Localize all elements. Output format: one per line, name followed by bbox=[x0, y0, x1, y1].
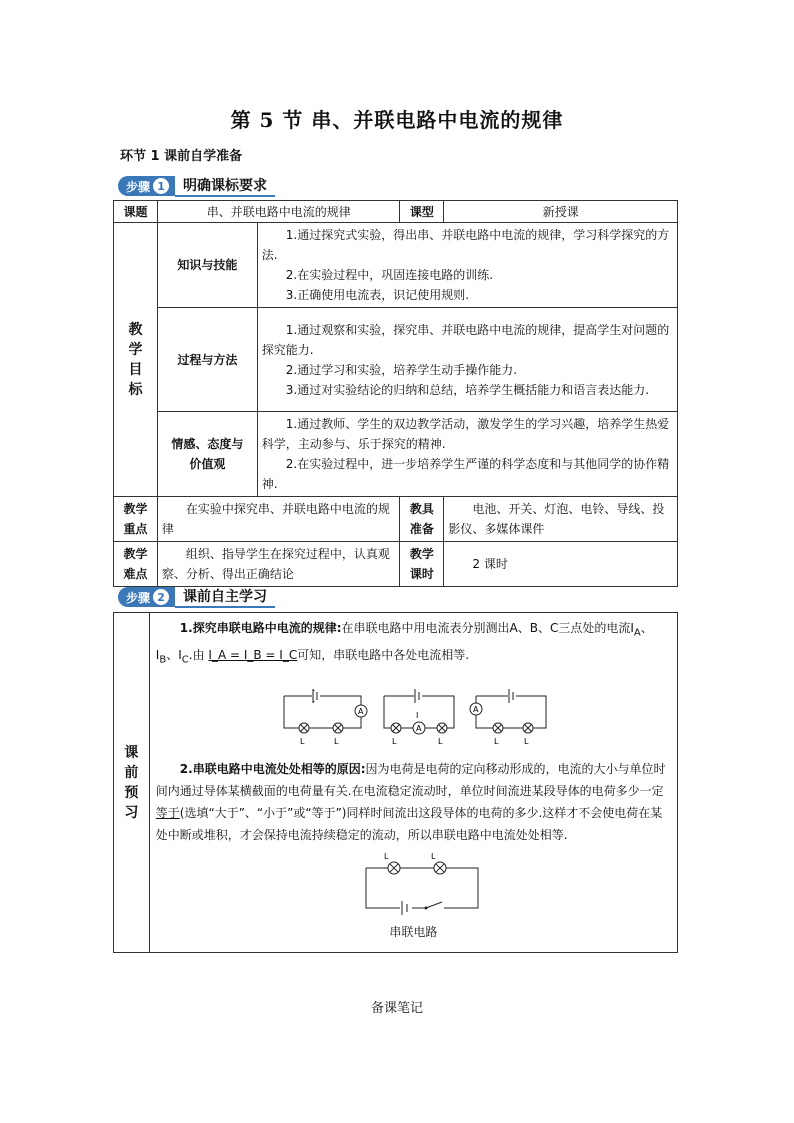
page-title: 第 5 节 串、并联电路中电流的规律 bbox=[230, 108, 564, 132]
step-2-badge bbox=[118, 587, 175, 607]
series-circuit-diagram bbox=[358, 850, 488, 920]
svg-text:L: L bbox=[523, 736, 529, 746]
step-1-badge-label: 步骤 bbox=[126, 179, 151, 194]
key-points-label: 教学 重点 bbox=[114, 497, 158, 542]
hours-label: 教学 课时 bbox=[400, 542, 444, 587]
preview-table bbox=[113, 612, 678, 953]
step-2-number: 2 bbox=[153, 589, 169, 605]
goal-knowledge-label: 知识与技能 bbox=[157, 223, 257, 308]
svg-text:L: L bbox=[437, 736, 443, 746]
goal-process-label: 过程与方法 bbox=[157, 308, 257, 412]
svg-text:L: L bbox=[493, 736, 499, 746]
course-label: 课题 bbox=[114, 201, 158, 223]
lesson-plan-table bbox=[113, 200, 678, 587]
step-1-number: 1 bbox=[153, 178, 169, 194]
answer-blank-1: I_A = I_B = I_C bbox=[208, 648, 298, 663]
svg-text:I: I bbox=[415, 710, 419, 720]
svg-text:L: L bbox=[391, 736, 397, 746]
diagram-ammeter-b bbox=[384, 689, 454, 746]
series-ammeter-diagrams bbox=[276, 676, 596, 746]
step-1-title: 明确课标要求 bbox=[175, 175, 275, 197]
preview-label: 课 前 预 习 bbox=[114, 613, 150, 953]
tools-label: 教具 准备 bbox=[400, 497, 444, 542]
key-points-value: 在实验中探究串、并联电路中电流的规律 bbox=[157, 497, 400, 542]
difficulty-value: 组织、指导学生在探究过程中，认真观察、分析、得出正确结论 bbox=[157, 542, 400, 587]
step-2-header bbox=[118, 587, 275, 607]
type-label: 课型 bbox=[400, 201, 444, 223]
step-2-badge-label: 步骤 bbox=[126, 590, 151, 605]
goal-knowledge-text: 1.通过探究式实验，得出串、并联电路中电流的规律，学习科学探究的方法. 2.在实验过程中，巩固连接电路的训练. 3.正确使用电流表，识记使用规则. bbox=[257, 223, 677, 308]
step-1-header bbox=[118, 176, 275, 196]
step-2-title: 课前自主学习 bbox=[175, 586, 275, 608]
preview-item-2: 2.串联电路中电流处处相等的原因:因为电荷是电荷的定向移动形成的，电流的大小与单位时间内通过导体某横截面的电荷量有关.在电流稳定流动时，单位时间流进某段导体的电荷多少一定等于(选填“大于”、“小于”或“等于”)同样时间流出这段导体的电荷的多少.这样才不会使电荷在某处中断或堆积，才会保持电流持续稳定的流动，所以串联电路中电流处处相等. bbox=[155, 761, 666, 842]
section-heading: 环节 1 课前自学准备 bbox=[120, 149, 243, 164]
difficulty-label: 教学 难点 bbox=[114, 542, 158, 587]
circuit-caption: 串联电路 bbox=[389, 924, 438, 939]
svg-text:L: L bbox=[430, 851, 436, 861]
step-1-badge bbox=[118, 176, 175, 196]
goals-label: 教 学 目 标 bbox=[114, 223, 158, 497]
notes-footer: 备课笔记 bbox=[370, 1001, 423, 1016]
goal-attitude-label: 情感、态度与 价值观 bbox=[157, 412, 257, 497]
svg-text:A: A bbox=[472, 704, 479, 714]
diagram-ammeter-c bbox=[470, 689, 546, 746]
svg-text:L: L bbox=[333, 736, 339, 746]
goal-attitude-text: 1.通过教师、学生的双边教学活动，激发学生的学习兴趣，培养学生热爱科学，主动参与、乐于探究的精神. 2.在实验过程中，进一步培养学生严谨的科学态度和与其他同学的协作精神. bbox=[257, 412, 677, 497]
tools-value: 电池、开关、灯泡、电铃、导线、投影仪、多媒体课件 bbox=[444, 497, 678, 542]
hours-value: 2 课时 bbox=[444, 542, 678, 587]
diagram-ammeter-a bbox=[284, 689, 367, 746]
preview-item-1: 1.探究串联电路中电流的规律:在串联电路中用电流表分别测出A、B、C三点处的电流$I_A$、$I_B$、$I_C$.由 I_A = I_B = I_C可知，串联电路中各处电流相等. bbox=[155, 621, 653, 666]
course-value: 串、并联电路中电流的规律 bbox=[157, 201, 400, 223]
preview-content bbox=[149, 613, 677, 953]
goal-process-text: 1.通过观察和实验，探究串、并联电路中电流的规律，提高学生对问题的探究能力. 2.通过学习和实验，培养学生动手操作能力. 3.通过对实验结论的归纳和总结，培养学生概括能力和语言表达能力. bbox=[257, 308, 677, 412]
type-value: 新授课 bbox=[444, 201, 678, 223]
svg-text:L: L bbox=[299, 736, 305, 746]
svg-text:A: A bbox=[415, 723, 422, 733]
answer-blank-2: 等于 bbox=[155, 805, 180, 820]
svg-text:A: A bbox=[357, 706, 364, 716]
svg-text:L: L bbox=[383, 851, 389, 861]
